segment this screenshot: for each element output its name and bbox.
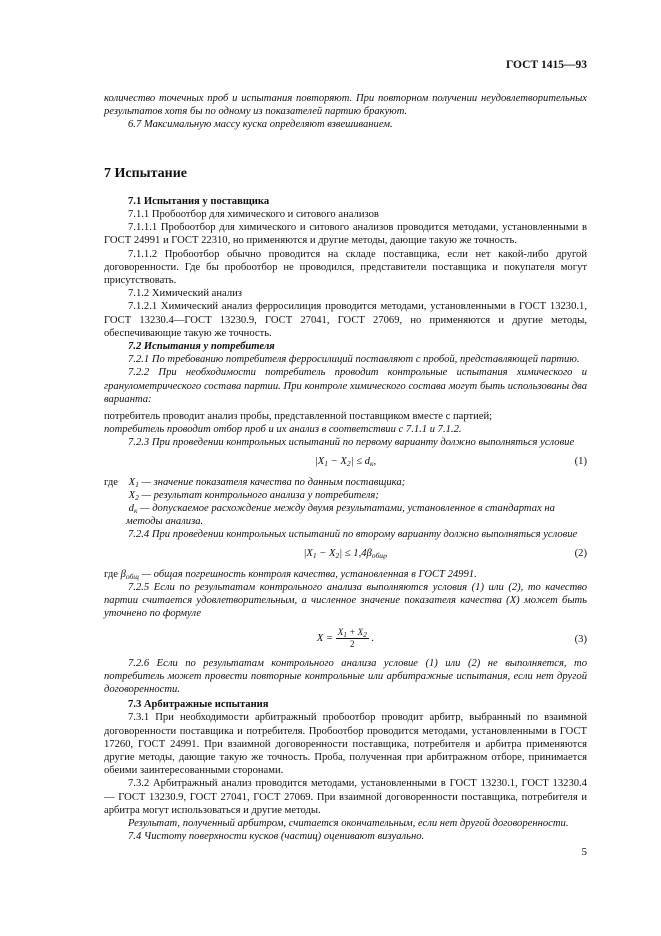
clause-7-1-1: 7.1.1 Пробоотбор для химического и ситового анализов — [128, 209, 379, 221]
page-number: 5 — [581, 846, 587, 858]
formula-2-number: (2) — [574, 547, 587, 559]
clause-7-4: 7.4 Чистоту поверхности кусков (частиц) оценивают визуально. — [128, 831, 425, 843]
arbiter-result: Результат, полученный арбитром, считается окончательным, если нет другой договоренности. — [128, 817, 569, 829]
where-label: где — [104, 476, 118, 488]
clause-7-2-6: 7.2.6 Если по результатам контрольного анализа условие (1) или (2) не выполняется, то потребитель может провести повторные контрольные или арбитражные испытания, если нет другой договоренности. — [104, 657, 587, 695]
clause-7-3-2: 7.3.2 Арбитражный анализ проводится методами, установленными в ГОСТ 13230.1, ГОСТ 13230.4 — ГОСТ 13230.9, ГОСТ 27041, ГОСТ 27069. При взаимной договоренности поставщика, потребителя и арбитра могут использоваться и другие методы. — [104, 778, 587, 816]
clause-7-1-2: 7.1.2 Химический анализ — [128, 288, 242, 300]
intro-paragraph: количество точечных проб и испытания повторяют. При повторном получении неудовлетворительных результатов хотя бы по одному из показателей партию бракуют. — [104, 93, 587, 118]
clause-7-1-title: 7.1 Испытания у поставщика — [128, 195, 270, 207]
formula-2 — [104, 544, 587, 564]
formula-3 — [104, 623, 587, 653]
clause-7-2-3: 7.2.3 При проведении контрольных испытаний по первому варианту должно выполняться условие — [128, 437, 575, 449]
definition-x2: $X_2$ — результат контрольного анализа у потребителя; — [126, 489, 379, 502]
section-title: 7 Испытание — [104, 165, 187, 181]
clause-7-2-title: 7.2 Испытания у потребителя — [128, 341, 275, 353]
clause-7-2-2: 7.2.2 При необходимости потребитель проводит контрольные испытания химического и гранулометрического состава партии. При контроле химического состава могут быть использованы два варианта: — [104, 367, 587, 405]
formula-2-expression: $|X_1 - X_2| \le 1,4\beta_{общ}$, — [303, 547, 388, 560]
clause-7-3-1: 7.3.1 При необходимости арбитражный пробоотбор проводит арбитр, выбранный по взаимной договоренности поставщика и потребителя. Пробоотбор проводится методами, установленными в ГОСТ 17260, ГОСТ 24991. При взаимной договоренности поставщика, потребителя и арбитра применяются другие методы, дающие такую же точность. Проба, полученная при арбитражном отборе, принимается обеими заинтересованными сторонами. — [104, 712, 587, 777]
formula-1-expression: $|X_1 - X_2| \le d_к$, — [314, 455, 377, 468]
clause-7-1-1-1: 7.1.1.1 Пробоотбор для химического и ситового анализов проводится методами, установленными в ГОСТ 24991 и ГОСТ 22310, но применяются и другие методы, дающие такую же точность. — [104, 222, 587, 247]
page-header: ГОСТ 1415—93 — [506, 59, 587, 71]
clause-7-3-title: 7.3 Арбитражные испытания — [128, 699, 269, 711]
definition-dk: $d_к$ — допускаемое расхождение между двумя результатами, установленное в стандартах на методы анализа. — [126, 503, 555, 528]
definition-x1: где $X_1$ — значение показателя качества по данным поставщика; — [104, 476, 406, 489]
definition-beta: где $\beta_{общ}$ — общая погрешность контроля качества, установленная в ГОСТ 24991. — [104, 568, 477, 581]
formula-1 — [104, 452, 587, 472]
formula-1-number: (1) — [574, 455, 587, 467]
clause-7-1-2-1: 7.1.2.1 Химический анализ ферросилиция проводится методами, установленными в ГОСТ 13230.1, ГОСТ 13230.4—ГОСТ 13230.9, ГОСТ 27041, ГОСТ 27069, но применяются и другие методы, обеспечивающие такую же точность. — [104, 301, 587, 339]
clause-7-2-1: 7.2.1 По требованию потребителя ферросилиций поставляют с пробой, представляющей партию. — [128, 354, 580, 366]
clause-7-2-4: 7.2.4 При проведении контрольных испытаний по второму варианту должно выполняться условие — [128, 529, 578, 541]
formula-3-number: (3) — [574, 633, 587, 645]
formula-3-expression: X = $\frac{X_1 + X_2}{2}$ . — [316, 626, 375, 649]
variant-1: потребитель проводит анализ пробы, представленной поставщиком вместе с партией; — [104, 411, 493, 423]
clause-7-2-5: 7.2.5 Если по результатам контрольного анализа выполняются условия (1) или (2), то качество партии считается удовлетворительным, а численное значение показателя качества (Х) может быть уточнено по формуле — [104, 581, 587, 620]
clause-6-7: 6.7 Максимальную массу куска определяют взвешиванием. — [128, 119, 393, 131]
clause-7-1-1-2: 7.1.1.2 Пробоотбор обычно проводится на складе поставщика, если нет какой-либо другой договоренности. Где бы пробоотбор не проводился, представители поставщика и покупателя могут присутствовать. — [104, 248, 587, 287]
variant-2: потребитель проводит отбор проб и их анализ в соответствии с 7.1.1 и 7.1.2. — [104, 424, 462, 436]
